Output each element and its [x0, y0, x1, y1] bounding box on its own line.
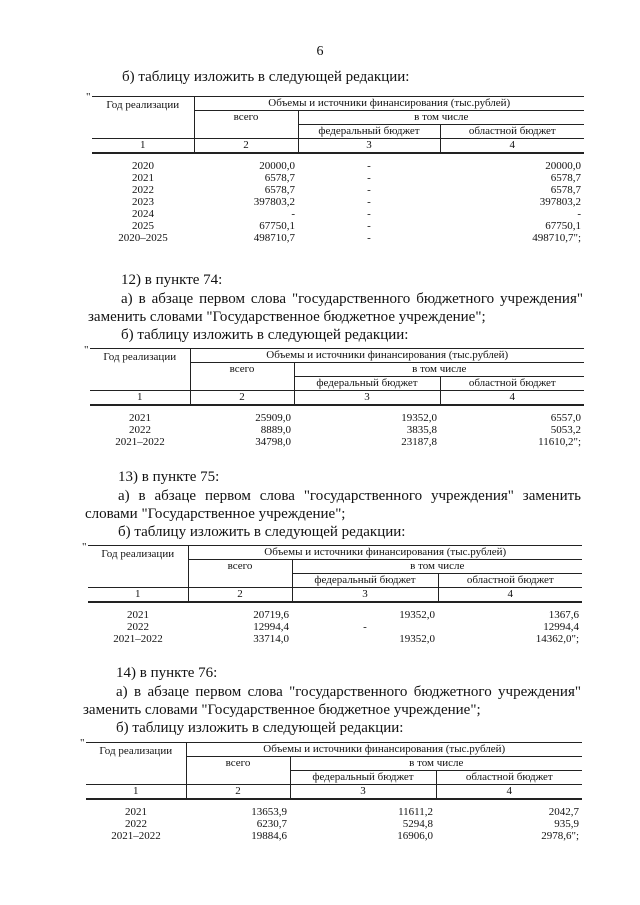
cell-year: 2021–2022	[111, 830, 161, 842]
header-row	[92, 97, 584, 111]
cell-total: 6578,7	[264, 184, 295, 196]
cell-federal: -	[367, 232, 371, 244]
cell-total: 25909,0	[255, 412, 291, 424]
header-year: Год реализации	[90, 349, 190, 391]
table-row	[90, 405, 584, 424]
column-number: 4	[440, 391, 584, 406]
open-quote-4: "	[80, 737, 85, 749]
cell-total: 8889,0	[260, 424, 291, 436]
column-number: 3	[294, 391, 440, 406]
header-federal: федеральный бюджет	[294, 377, 440, 391]
page-number: 6	[316, 44, 324, 59]
cell-federal: -	[363, 621, 367, 633]
cell-regional: 11610,2";	[538, 436, 582, 448]
column-number-row	[86, 785, 582, 800]
cell-total: 6230,7	[256, 818, 287, 830]
cell-regional: 20000,0	[545, 160, 582, 172]
cell-year: 2021	[125, 806, 147, 818]
s12-a-line1: а) в абзаце первом слова "государственного бюджетного учреждения"	[121, 291, 583, 307]
table-row	[86, 830, 582, 842]
table-row	[92, 172, 584, 184]
cell-federal: -	[367, 196, 371, 208]
table-row	[92, 184, 584, 196]
intro-table1: б) таблицу изложить в следующей редакции:	[122, 69, 410, 85]
header-volumes: Объемы и источники финансирования (тыс.рублей)	[188, 546, 582, 560]
funding-table-2	[90, 348, 584, 448]
cell-total: 67750,1	[259, 220, 295, 232]
header-row	[90, 349, 584, 363]
s14-point: 14) в пункте 76:	[116, 665, 218, 681]
header-total: всего	[194, 111, 298, 139]
cell-year: 2022	[132, 184, 154, 196]
column-number: 3	[290, 785, 436, 800]
cell-regional: 2978,6";	[541, 830, 580, 842]
table-row	[92, 196, 584, 208]
table-row	[92, 220, 584, 232]
header-federal: федеральный бюджет	[292, 574, 438, 588]
cell-year: 2021	[129, 412, 151, 424]
cell-total: 20719,6	[253, 609, 289, 621]
header-regional: областной бюджет	[440, 377, 584, 391]
header-volumes: Объемы и источники финансирования (тыс.рублей)	[186, 743, 582, 757]
column-number-row	[90, 391, 584, 406]
cell-federal: 11611,2	[398, 806, 433, 818]
cell-total: 12994,4	[253, 621, 289, 633]
cell-federal: 16906,0	[397, 830, 433, 842]
cell-regional: -	[577, 208, 582, 220]
header-year: Год реализации	[88, 546, 188, 588]
header-including: в том числе	[290, 757, 582, 771]
table-row	[86, 799, 582, 818]
cell-total: 33714,0	[253, 633, 289, 645]
header-including: в том числе	[294, 363, 584, 377]
header-including: в том числе	[298, 111, 584, 125]
column-number: 4	[438, 588, 582, 603]
cell-total: 498710,7	[253, 232, 295, 244]
table-row	[90, 436, 584, 448]
header-regional: областной бюджет	[436, 771, 582, 785]
cell-year: 2020–2025	[118, 232, 168, 244]
header-volumes: Объемы и источники финансирования (тыс.рублей)	[190, 349, 584, 363]
scan-edge	[0, 0, 10, 905]
cell-federal: 23187,8	[401, 436, 437, 448]
header-federal: федеральный бюджет	[298, 125, 440, 139]
cell-total: 397803,2	[253, 196, 295, 208]
table-row	[92, 153, 584, 172]
s12-b: б) таблицу изложить в следующей редакции:	[121, 327, 409, 343]
cell-regional: 2042,7	[548, 806, 580, 818]
cell-year: 2021–2022	[113, 633, 163, 645]
cell-federal: 3835,8	[406, 424, 437, 436]
open-quote-1: "	[86, 91, 91, 103]
cell-total: 20000,0	[259, 160, 295, 172]
cell-year: 2022	[129, 424, 151, 436]
cell-federal: 19352,0	[399, 609, 435, 621]
table-row	[92, 208, 584, 220]
table-row	[88, 602, 582, 621]
cell-year: 2021–2022	[115, 436, 165, 448]
s14-a-line2: заменить словами "Государственное бюджетное учреждение";	[83, 702, 481, 718]
header-row	[86, 743, 582, 757]
cell-regional: 67750,1	[545, 220, 582, 232]
column-number: 2	[186, 785, 290, 800]
cell-regional: 1367,6	[548, 609, 580, 621]
s13-point: 13) в пункте 75:	[118, 469, 220, 485]
header-total: всего	[190, 363, 294, 391]
cell-regional: 935,9	[554, 818, 580, 830]
column-number-row	[88, 588, 582, 603]
funding-table-4	[86, 742, 582, 842]
funding-table-3	[88, 545, 582, 645]
cell-regional: 397803,2	[539, 196, 582, 208]
cell-federal: 19352,0	[401, 412, 437, 424]
cell-year: 2023	[132, 196, 154, 208]
header-row	[88, 546, 582, 560]
cell-federal: -	[367, 184, 371, 196]
table-row	[86, 818, 582, 830]
header-regional: областной бюджет	[438, 574, 582, 588]
cell-total: 19884,6	[251, 830, 287, 842]
cell-regional: 5053,2	[550, 424, 582, 436]
s12-point: 12) в пункте 74:	[121, 272, 223, 288]
s13-a-line1: а) в абзаце первом слова "государственного учреждения" заменить	[118, 488, 581, 504]
cell-federal: 5294,8	[402, 818, 433, 830]
cell-total: 34798,0	[255, 436, 291, 448]
cell-federal: 19352,0	[399, 633, 435, 645]
cell-year: 2022	[127, 621, 149, 633]
cell-regional: 6578,7	[550, 172, 582, 184]
cell-federal: -	[367, 172, 371, 184]
cell-year: 2022	[125, 818, 147, 830]
s13-a-line2: словами "Государственное учреждение";	[85, 506, 346, 522]
cell-total: 6578,7	[264, 172, 295, 184]
cell-regional: 6578,7	[550, 184, 582, 196]
header-volumes: Объемы и источники финансирования (тыс.рублей)	[194, 97, 584, 111]
column-number: 3	[292, 588, 438, 603]
column-number-row	[92, 139, 584, 154]
column-number: 2	[188, 588, 292, 603]
header-federal: федеральный бюджет	[290, 771, 436, 785]
cell-year: 2024	[132, 208, 154, 220]
cell-regional: 12994,4	[543, 621, 580, 633]
column-number: 4	[440, 139, 584, 154]
s13-b: б) таблицу изложить в следующей редакции:	[118, 524, 406, 540]
s14-b: б) таблицу изложить в следующей редакции:	[116, 720, 404, 736]
open-quote-2: "	[84, 344, 89, 356]
cell-federal: -	[367, 208, 371, 220]
column-number: 1	[92, 139, 194, 154]
header-total: всего	[188, 560, 292, 588]
cell-year: 2021	[132, 172, 154, 184]
cell-regional: 498710,7";	[532, 232, 582, 244]
table-row	[88, 633, 582, 645]
header-year: Год реализации	[92, 97, 194, 139]
header-total: всего	[186, 757, 290, 785]
column-number: 4	[436, 785, 582, 800]
cell-federal: -	[367, 220, 371, 232]
table-row	[88, 621, 582, 633]
header-year: Год реализации	[86, 743, 186, 785]
column-number: 2	[194, 139, 298, 154]
table-row	[92, 232, 584, 244]
column-number: 1	[86, 785, 186, 800]
funding-table-1	[92, 96, 584, 244]
header-including: в том числе	[292, 560, 582, 574]
cell-year: 2025	[132, 220, 154, 232]
cell-total: 13653,9	[251, 806, 287, 818]
column-number: 3	[298, 139, 440, 154]
cell-year: 2020	[132, 160, 154, 172]
column-number: 1	[90, 391, 190, 406]
cell-total: -	[291, 208, 295, 220]
open-quote-3: "	[82, 541, 87, 553]
s14-a-line1: а) в абзаце первом слова "государственного бюджетного учреждения"	[116, 684, 581, 700]
s12-a-line2: заменить словами "Государственное бюджетное учреждение";	[88, 309, 486, 325]
cell-year: 2021	[127, 609, 149, 621]
cell-regional: 14362,0";	[535, 633, 580, 645]
cell-federal: -	[367, 160, 371, 172]
column-number: 1	[88, 588, 188, 603]
header-regional: областной бюджет	[440, 125, 584, 139]
table-row	[90, 424, 584, 436]
column-number: 2	[190, 391, 294, 406]
cell-regional: 6557,0	[550, 412, 582, 424]
